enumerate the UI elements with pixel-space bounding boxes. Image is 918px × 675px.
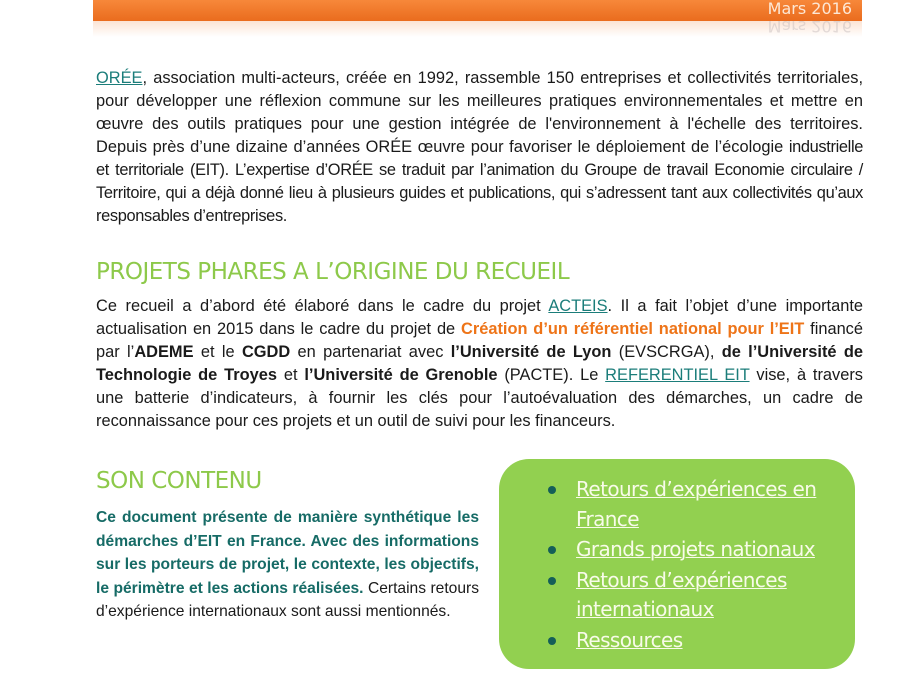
header-bar: [93, 0, 862, 21]
text: financé par l’: [96, 320, 863, 361]
links-box: [499, 459, 855, 669]
universite-troyes: de l’Université de Technologie de Troyes: [96, 343, 863, 384]
bullet-icon: [548, 546, 556, 554]
contenu-paragraph: [96, 506, 479, 624]
bullet-icon: [548, 577, 556, 585]
referentiel-project-title: Création d’un référentiel national pour l’EIT: [461, 320, 805, 338]
list-item: [499, 626, 855, 656]
section-title-projets: PROJETS PHARES A L’ORIGINE DU RECUEIL: [96, 259, 570, 285]
text: et le: [193, 343, 242, 361]
text: vise, à travers une batterie d’indicateurs, à fournir les clés pour l’autoévaluation des démarches, un cadre de reconnaissance pour ces projets et un outil de suivi pour les financeurs.: [96, 366, 863, 430]
link-retours-internationaux[interactable]: Retours d’expériences internationaux: [576, 567, 787, 621]
projets-paragraph: [96, 295, 863, 433]
text: Ce recueil a d’abord été élaboré dans le cadre du projet: [96, 297, 549, 315]
link-retours-france[interactable]: Retours d’expériences en France: [576, 477, 817, 531]
bullet-icon: [548, 637, 556, 645]
contenu-plain-text: Certains retours d’expérience internationaux sont aussi mentionnés.: [96, 579, 479, 620]
intro-paragraph: [96, 67, 863, 228]
text: (EVSCRGA),: [611, 343, 722, 361]
section-title-contenu: SON CONTENU: [96, 468, 262, 494]
universite-grenoble: l’Université de Grenoble: [304, 366, 498, 384]
text: . Il a fait l’objet d’une importante actualisation en 2015 dans le cadre du projet de: [96, 297, 864, 338]
bullet-icon: [548, 486, 556, 494]
header-reflection: [93, 17, 862, 37]
universite-lyon: l’Université de Lyon: [450, 343, 612, 361]
referentiel-eit-link[interactable]: REFERENTIEL EIT: [605, 366, 750, 384]
intro-text-2: industrielle et territoriale (EIT). L’expertise d’ORÉE se traduit par l’animation du Groupe de travail Economie circulaire / Territoire, qui a déjà donné lieu à plusieurs guides et publications, qui s’adressent tant aux collectivités qu’aux responsables d’entreprises.: [96, 138, 863, 225]
contenu-bold-text: Ce document présente de manière synthétique les démarches d’EIT en France. Avec des informations sur les porteurs de projet, le contexte, les objectifs, le périmètre et les actions réalisées.: [96, 509, 479, 597]
oree-link[interactable]: ORÉE: [96, 69, 143, 87]
list-item: [499, 566, 855, 625]
list-item: [499, 475, 855, 534]
cgdd: CGDD: [241, 343, 291, 361]
header-date: Mars 2016: [767, 0, 852, 18]
text: en partenariat avec: [290, 343, 451, 361]
text: (PACTE). Le: [497, 366, 606, 384]
intro-text: , association multi-acteurs, créée en 1992, rassemble 150 entreprises et collectivités territoriales, pour développer une réflexion commune sur les meilleures pratiques environnementales et mettre en œuvre des outils pratiques pour une gestion intégrée de l'environnement à l'échelle des territoires. Depuis près d’une dizaine d’années ORÉE œuvre pour favoriser le déploiement de l’écologie: [96, 69, 863, 156]
text: et: [276, 366, 305, 384]
header-date-reflection: Mars 2016: [767, 17, 852, 36]
link-ressources[interactable]: Ressources: [576, 627, 683, 652]
links-list: [499, 459, 855, 655]
ademe: ADEME: [134, 343, 194, 361]
acteis-link[interactable]: ACTEIS: [548, 297, 608, 315]
list-item: [499, 535, 855, 565]
link-grands-projets[interactable]: Grands projets nationaux: [576, 537, 815, 561]
